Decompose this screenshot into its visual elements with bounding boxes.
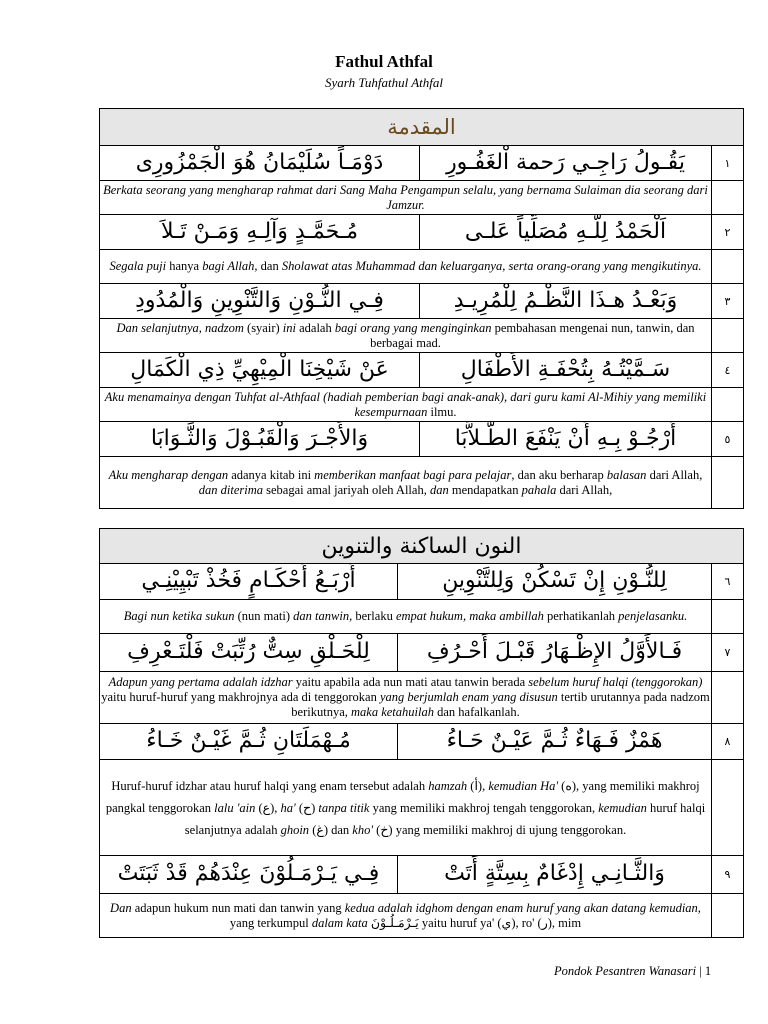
translation-part: Aku menamainya dengan Tuhfat al-Athfaal (hadiah pemberian bagi anak-anak), dari guru kami Al-Mihiy yang memiliki kesempurnaan [104,389,707,419]
translation-part: kho' [352,822,374,837]
translation-part: yaitu apabila ada nun mati atau tanwin berada [292,675,529,689]
translation-part: ini [282,320,296,335]
empty-cell [712,894,744,938]
translation-part: mendapatkan [448,482,522,497]
verse-row [100,215,744,250]
translation-part: yaitu huruf ya' (ي), ro' (ر), mim [421,915,582,930]
translation-part: Adapun yang pertama adalah idzhar [108,675,293,689]
translation-part: dari Allah, [646,467,703,482]
translation-part: (أ), [467,778,489,793]
translation-part: huruf halqi selanjutnya adalah [184,800,706,837]
translation-part: balasan [606,467,647,482]
translation-text: Berkata seorang yang mengharap rahmat dari Sang Maha Pengampun selalu, yang bernama Sulaiman dia seorang dari Jamzur. [103,182,708,212]
translation-part: ilmu. [427,404,457,419]
translation-part: Dan [110,900,132,915]
verse-row [100,146,744,181]
translation-row [100,600,744,634]
translation-row [100,319,744,353]
empty-cell [712,600,744,634]
empty-cell [712,672,744,724]
verse-translation [100,760,712,856]
translation-part: dan hafalkanlah. [433,705,520,719]
empty-cell [712,319,744,353]
section-heading-muqaddimah: المقدمة [100,109,744,146]
verse-translation [100,672,712,724]
translation-part: tanpa titik [318,800,370,815]
verse-row [100,284,744,319]
translation-part: kemudian [598,800,647,815]
verse-first-half: لِلنُّـوْنِ إِنْ تَسْكُنْ وَلِلتَّنْوِينِ [398,564,712,600]
verse-second-half: عَنْ شَيْخِنَا الْمِيْهِيِّ ذِي الْكَمَالِ [100,353,420,388]
verse-number: ١ [712,146,744,181]
footer-separator: | [699,964,702,978]
translation-part: perhatikanlah [543,609,619,623]
translation-part: dan [429,482,449,497]
empty-cell [712,250,744,284]
translation-part: sebagai amal jariyah oleh Allah, [263,482,430,497]
page-footer [554,964,711,979]
verse-translation [100,894,712,938]
translation-part: (syair) [243,320,283,335]
translation-part: adapun hukum nun mati dan tanwin yang [131,900,345,915]
translation-part: dan diterima [198,482,263,497]
verse-number: ٢ [712,215,744,250]
translation-row [100,894,744,938]
verse-first-half: فَـالأَوَّلُ الإِظْـهَارُ قَبْـلَ أَحْـرُفِ [398,634,712,672]
translation-row [100,181,744,215]
translation-part: dari Allah, [556,482,613,497]
translation-part: kemudian Ha' [488,778,559,793]
verse-translation [100,388,712,422]
translation-part: , dan aku berharap [511,467,607,482]
translation-part: dan tanwin, [293,609,353,623]
translation-part: bagi orang yang menginginkan [334,320,492,335]
translation-part: pahala [521,482,557,497]
verse-second-half: دَوْمَـاً سُلَيْمَانُ هُوَ الْجَمْزُورِى [100,146,420,181]
nun-sakinah-table [99,528,744,938]
translation-part: yaitu huruf-huruf yang makhrojnya ada di tenggorokan [101,690,380,704]
verse-row [100,856,744,894]
empty-cell [712,181,744,215]
translation-part: yang berjumlah enam yang disusun [379,690,558,704]
translation-part: (ه), yang memiliki makhroj pangkal tenggorokan [105,778,700,815]
translation-part: bagi Allah, [202,259,258,273]
verse-second-half: أَرْبَـعُ أَحْكَـامٍ فَخُذْ تَبْيِيْنِـي [100,564,398,600]
verse-first-half: هَمْزٌ فَـهَاءٌ ثُـمَّ عَيْـنٌ حَـاءُ [398,724,712,760]
verse-first-half: أَرْجُـوْ بِـهِ أَنْ يَنْفَعَ الطُّـلاَّبَا [420,422,712,457]
verse-translation [100,600,712,634]
translation-part: Huruf-huruf idzhar atau huruf halqi yang enam tersebut adalah [111,778,429,793]
document-subtitle: Syarh Tuhfathul Athfal [325,75,443,90]
verse-number: ٩ [712,856,744,894]
document-title: Fathul Athfal [335,52,433,71]
verse-first-half: وَبَعْـدُ هـذَا النَّظْـمُ لِلْمُرِيـدِ [420,284,712,319]
verse-translation [100,181,712,215]
page-number: 1 [704,964,712,978]
verse-translation [100,457,712,509]
translation-part: (ح) [295,800,319,815]
translation-part: dalam kata [311,915,368,930]
verse-first-half: سَـمَّيْتُـهُ بِتُحْفَـةِ الأَطْفَالِ [420,353,712,388]
verse-second-half: مُـحَمَّـدٍ وَآلِـهِ وَمَـنْ تَـلاَ [100,215,420,250]
translation-part: lalu 'ain [214,800,256,815]
verse-second-half: وَالأَجْـرَ وَالْقَبُـوْلَ وَالثَّـوَابَا [100,422,420,457]
verse-row [100,634,744,672]
verse-second-half: مُـهْمَلَتَانِ ثُـمَّ غَيْـنٌ خَـاءُ [100,724,398,760]
verse-number: ٤ [712,353,744,388]
verse-translation [100,319,712,353]
translation-part: yang terkumpul [229,915,312,930]
empty-cell [712,388,744,422]
verse-number: ٣ [712,284,744,319]
translation-part: tertib urutannya pada nadzom berikutnya, [291,690,710,719]
translation-part: kedua adalah idghom dengan enam huruf yang akan datang kemudian, [344,900,701,915]
translation-part: pembahasan mengenai nun, tanwin, dan berbagai mad. [370,320,695,350]
empty-cell [712,457,744,509]
verse-number: ٥ [712,422,744,457]
translation-part: hanya [166,259,203,273]
translation-part: (غ) dan [309,822,353,837]
translation-part: ghoin [280,822,310,837]
empty-cell [712,760,744,856]
verse-number: ٨ [712,724,744,760]
translation-part: Sholawat atas Muhammad dan keluarganya, serta orang-orang yang mengikutinya. [281,259,702,273]
translation-row [100,250,744,284]
verse-first-half: يَقُـولُ رَاجِـي رَحمة اْلغَفُـورِ [420,146,712,181]
verse-number: ٧ [712,634,744,672]
translation-row [100,388,744,422]
verse-second-half: فِـي النُّـوْنِ وَالتَّنْوِينِ وَالْمُدُودِ [100,284,420,319]
verse-row [100,353,744,388]
translation-part: (خ) yang memiliki makhroj di ujung tenggorokan. [373,822,627,837]
translation-part: yang memiliki makhroj tengah tenggorokan, [369,800,599,815]
verse-second-half: لِلْحَـلْقِ سِتٌّ رُتِّبَتْ فَلْتَـعْرِفِ [100,634,398,672]
translation-part: يَـرْمَـلُـوْنَ [367,915,422,930]
verse-second-half: فِـي يَـرْمَـلُوْنَ عِنْدَهُمْ قَدْ ثَبَتَتْ [100,856,398,894]
muqaddimah-table [99,108,744,509]
translation-part: Aku mengharap dengan [108,467,229,482]
verse-number: ٦ [712,564,744,600]
translation-part: adalah [295,320,335,335]
translation-part: memberikan manfaat bagi para pelajar [314,467,512,482]
translation-part: Dan selanjutnya, nadzom [116,320,244,335]
translation-row [100,457,744,509]
translation-part: berlaku [352,609,396,623]
verse-first-half: وَالثَّـانِـي إِدْغَامٌ بِسِتَّةٍ أَتَتْ [398,856,712,894]
translation-part: maka ketahuilah [351,705,434,719]
verse-first-half: اَلْحَمْدُ لِلَّـهِ مُصَلِّياً عَلـى [420,215,712,250]
verse-row [100,564,744,600]
translation-part: Bagi nun ketika sukun [123,609,235,623]
translation-part: hamzah [428,778,468,793]
translation-part: ha' [280,800,296,815]
translation-part: (ع), [255,800,281,815]
translation-part: (nun mati) [234,609,294,623]
translation-part: sebelum huruf halqi (tenggorokan) [528,675,703,689]
school-name: Pondok Pesantren Wanasari [554,964,697,978]
translation-part: penjelasanku. [618,609,688,623]
verse-translation [100,250,712,284]
translation-row [100,760,744,856]
section-heading-nun-sakinah: النون الساكنة والتنوين [100,529,744,564]
verse-row [100,422,744,457]
translation-row [100,672,744,724]
translation-part: dan [257,259,282,273]
translation-part: empat hukum, maka ambillah [395,609,544,623]
translation-part: adanya kitab ini [228,467,315,482]
translation-part: Segala puji [109,259,167,273]
verse-row [100,724,744,760]
